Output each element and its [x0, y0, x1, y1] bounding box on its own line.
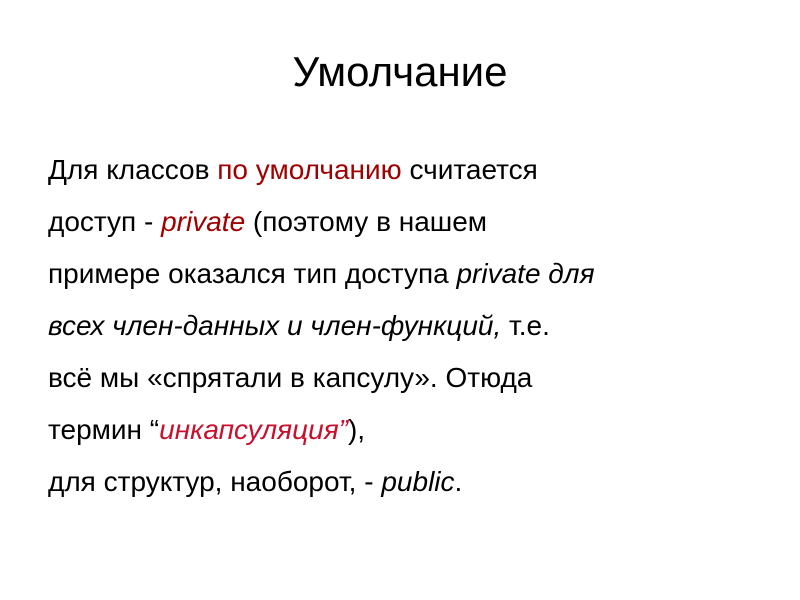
slide-body — [48, 144, 768, 508]
body-line-4 — [48, 300, 768, 352]
body-line-5 — [48, 352, 768, 404]
text-segment: т.е. — [501, 310, 550, 341]
text-segment: примере оказался тип доступа — [48, 258, 457, 289]
term-encapsulation: инкапсуляция” — [159, 414, 348, 445]
text-segment: всё мы «спрятали в капсулу». Отюда — [48, 362, 533, 393]
slide-title: Умолчание — [292, 48, 508, 95]
text-segment: считается — [401, 154, 538, 185]
text-segment: . — [454, 466, 463, 497]
keyword-private: private — [161, 206, 246, 237]
body-line-1 — [48, 144, 768, 196]
body-line-3 — [48, 248, 768, 300]
text-segment: доступ - — [48, 206, 162, 237]
text-segment: ), — [347, 414, 366, 445]
text-segment: для структур, наоборот, - — [48, 466, 382, 497]
body-line-2 — [48, 196, 768, 248]
text-segment: термин “ — [48, 414, 160, 445]
text-segment: (поэтому в нашем — [245, 206, 488, 237]
body-line-6 — [48, 404, 768, 456]
italic-segment: всех член-данных и член-функций, — [48, 310, 502, 341]
italic-segment: private для — [456, 258, 595, 289]
keyword-public: public — [381, 466, 455, 497]
body-line-7 — [48, 456, 768, 508]
text-segment: Для классов — [48, 154, 218, 185]
highlight-default: по умолчанию — [217, 154, 402, 185]
